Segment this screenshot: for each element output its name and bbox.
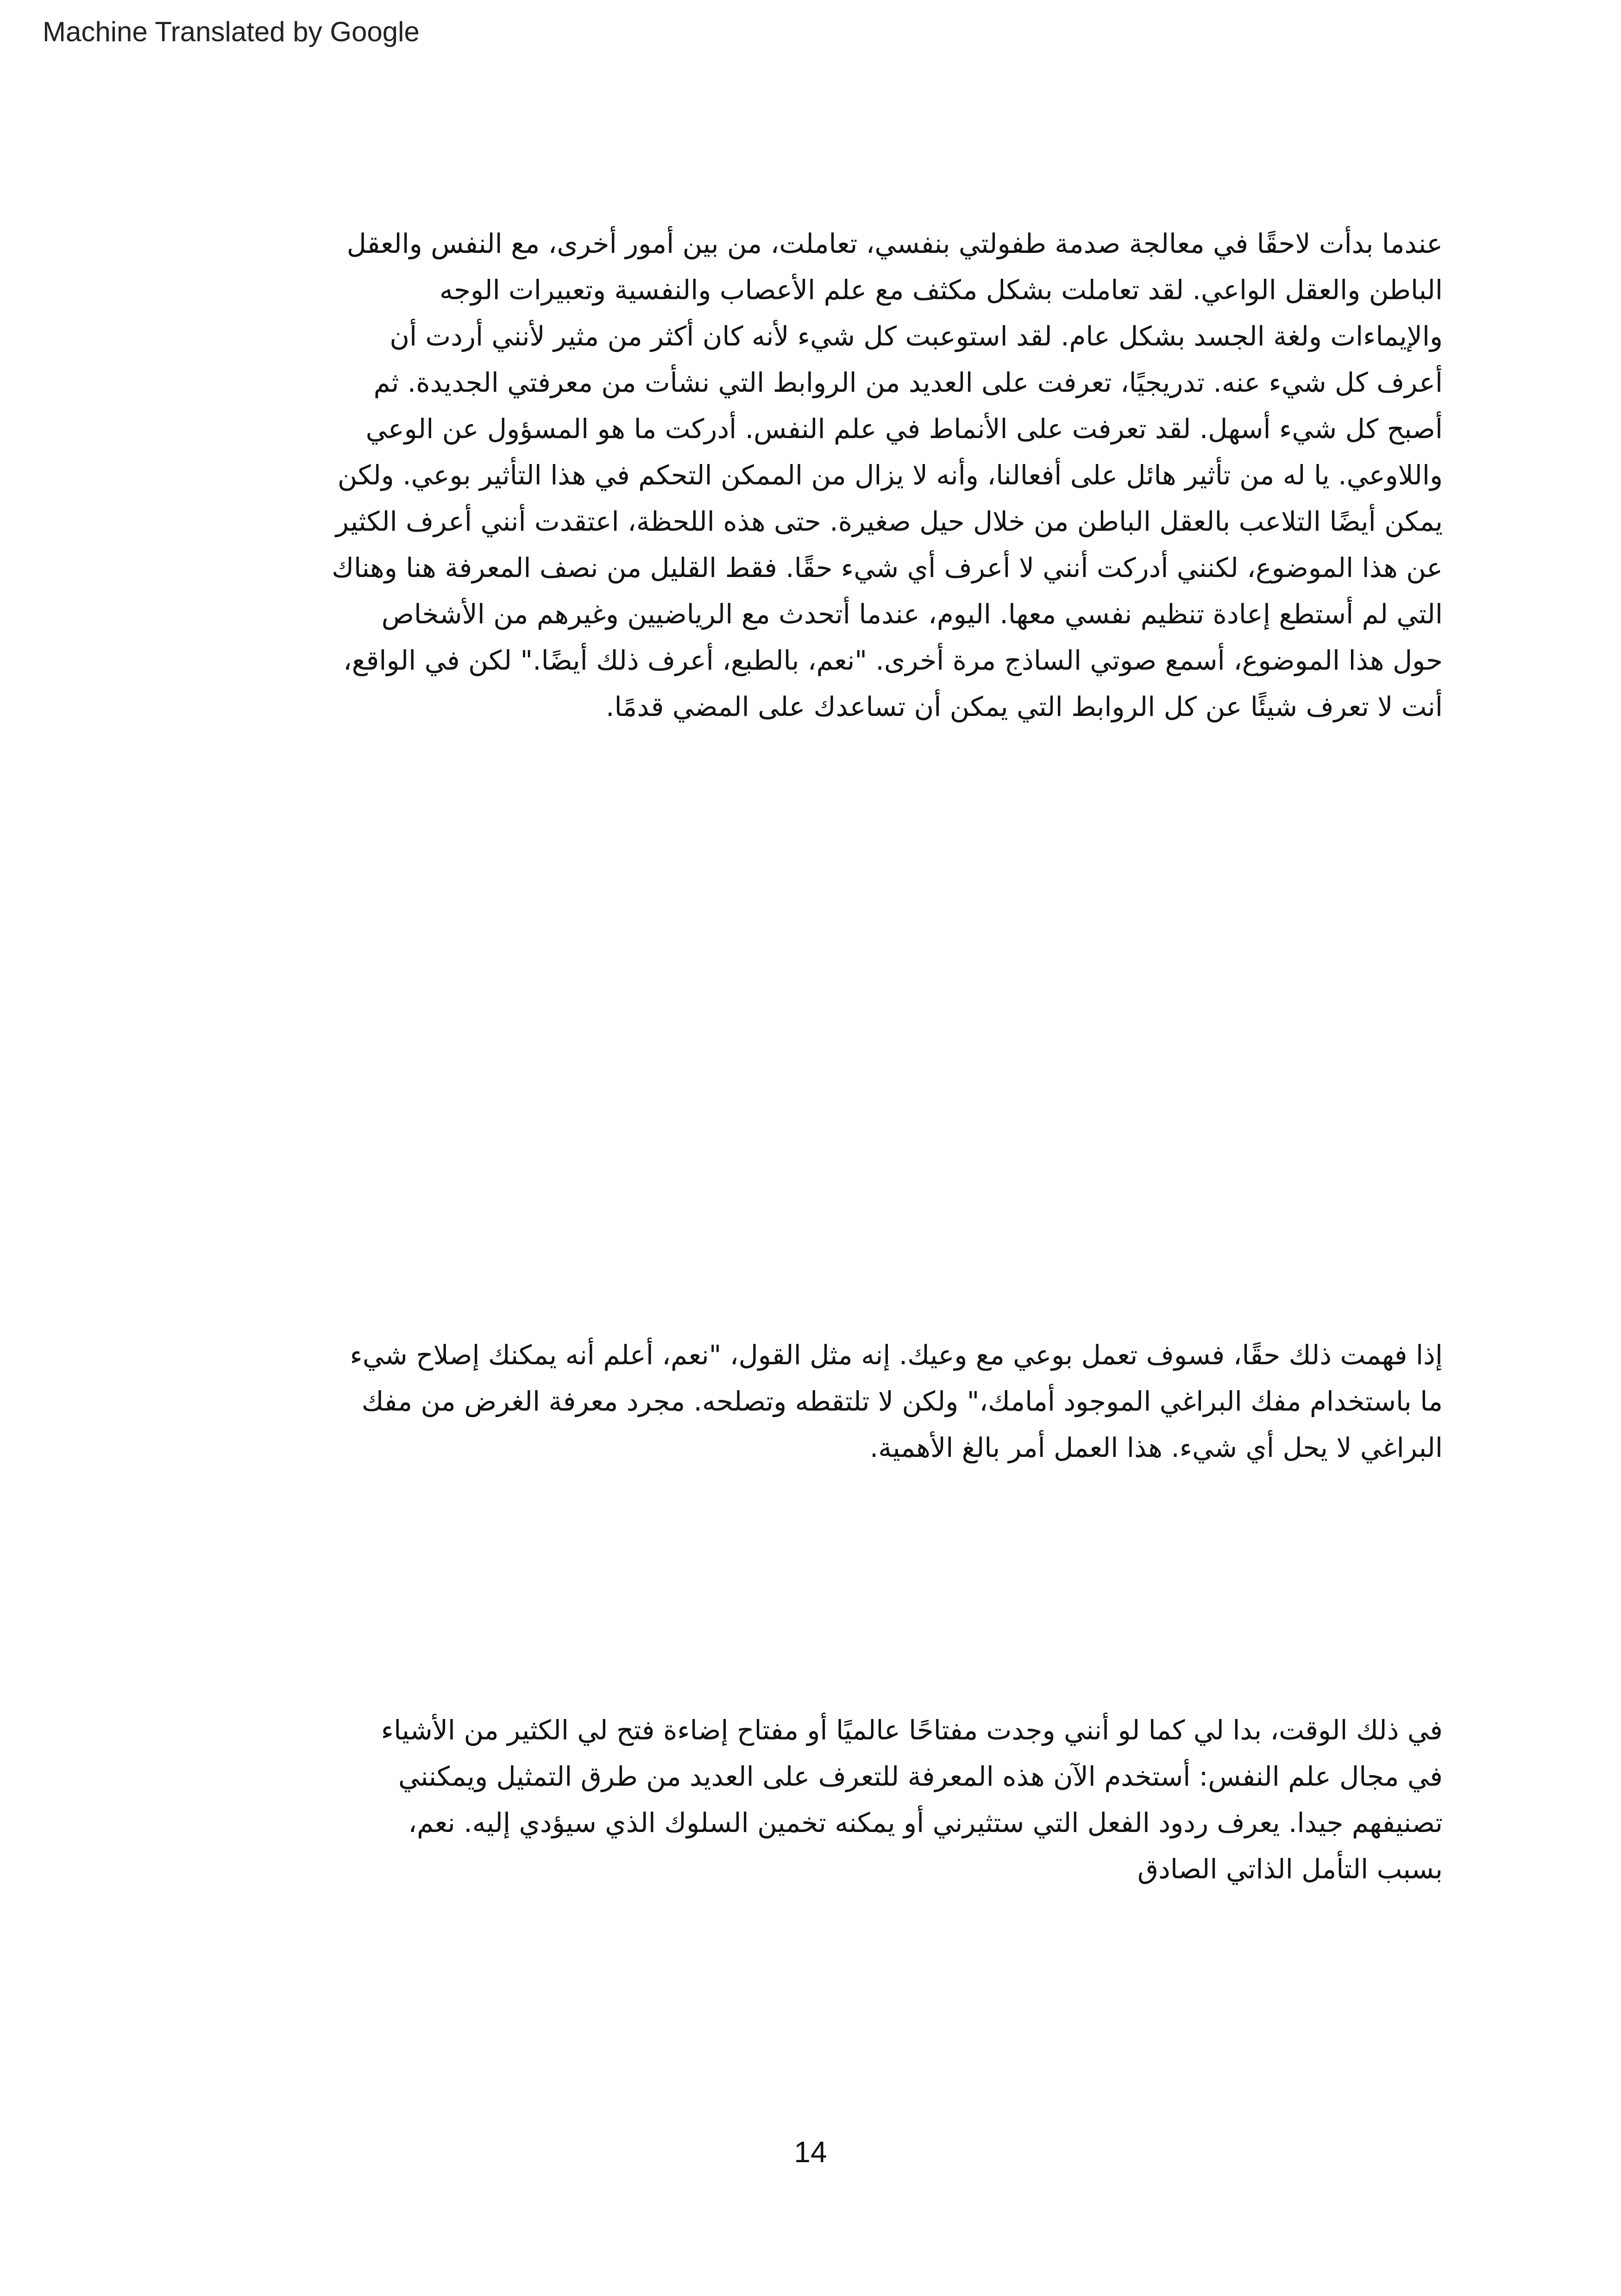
paragraph-line: واللاوعي. يا له من تأثير هائل على أفعالنا، وأنه لا يزال من الممكن التحكم في هذا التأثير بوعي. ولكن [337,459,1443,491]
paragraph-line: بسبب التأمل الذاتي الصادق [1137,1853,1443,1885]
page-number: 14 [794,2135,827,2169]
paragraph-line: في ذلك الوقت، بدا لي كما لو أنني وجدت مفتاحًا عالميًا أو مفتاح إضاءة فتح لي الكثير من الأشياء [381,1714,1443,1746]
machine-translation-notice: Machine Translated by Google [43,16,420,47]
paragraph-line: أنت لا تعرف شيئًا عن كل الروابط التي يمكن أن تساعدك على المضي قدمًا. [606,691,1443,722]
paragraph-1 [160,220,1443,730]
paragraph-line: ما باستخدام مفك البراغي الموجود أمامك،" ولكن لا تلتقطه وتصلحه. مجرد معرفة الغرض من مفك [361,1386,1443,1417]
paragraph-line: أعرف كل شيء عنه. تدريجيًا، تعرفت على العديد من الروابط التي نشأت من معرفتي الجديدة. ثم [373,367,1443,398]
paragraph-line: في مجال علم النفس: أستخدم الآن هذه المعرفة للتعرف على العديد من طرق التمثيل ويمكنني [398,1761,1443,1792]
paragraph-line: الباطن والعقل الواعي. لقد تعاملت بشكل مكثف مع علم الأعصاب والنفسية وتعبيرات الوجه [440,274,1443,306]
paragraph-2 [160,1332,1443,1471]
paragraph-line: تصنيفهم جيدا. يعرف ردود الفعل التي ستثيرني أو يمكنه تخمين السلوك الذي سيؤدي إليه. نعم، [408,1807,1443,1838]
paragraph-line: يمكن أيضًا التلاعب بالعقل الباطن من خلال حيل صغيرة. حتى هذه اللحظة، اعتقدت أنني أعرف الكثير [335,506,1443,537]
paragraph-line: حول هذا الموضوع، أسمع صوتي الساذج مرة أخرى. "نعم، بالطبع، أعرف ذلك أيضًا." لكن في الواقع، [343,645,1443,676]
paragraph-line: عندما بدأت لاحقًا في معالجة صدمة طفولتي بنفسي، تعاملت، من بين أمور أخرى، مع النفس والعقل [346,228,1443,259]
paragraph-line: والإيماءات ولغة الجسد بشكل عام. لقد استوعبت كل شيء لأنه كان أكثر من مثير لأنني أردت أن [390,320,1443,352]
paragraph-line: عن هذا الموضوع، لكنني أدركت أنني لا أعرف أي شيء حقًا. فقط القليل من نصف المعرفة هنا وهناك [332,552,1443,583]
paragraph-line: إذا فهمت ذلك حقًا، فسوف تعمل بوعي مع وعيك. إنه مثل القول، "نعم، أعلم أنه يمكنك إصلاح شيء [350,1339,1443,1371]
paragraph-line: البراغي لا يحل أي شيء. هذا العمل أمر بالغ الأهمية. [869,1432,1443,1463]
paragraph-3 [160,1707,1443,1892]
paragraph-line: أصبح كل شيء أسهل. لقد تعرفت على الأنماط في علم النفس. أدركت ما هو المسؤول عن الوعي [365,413,1443,445]
paragraph-line: التي لم أستطع إعادة تنظيم نفسي معها. اليوم، عندما أتحدث مع الرياضيين وغيرهم من الأشخاص [381,598,1443,630]
